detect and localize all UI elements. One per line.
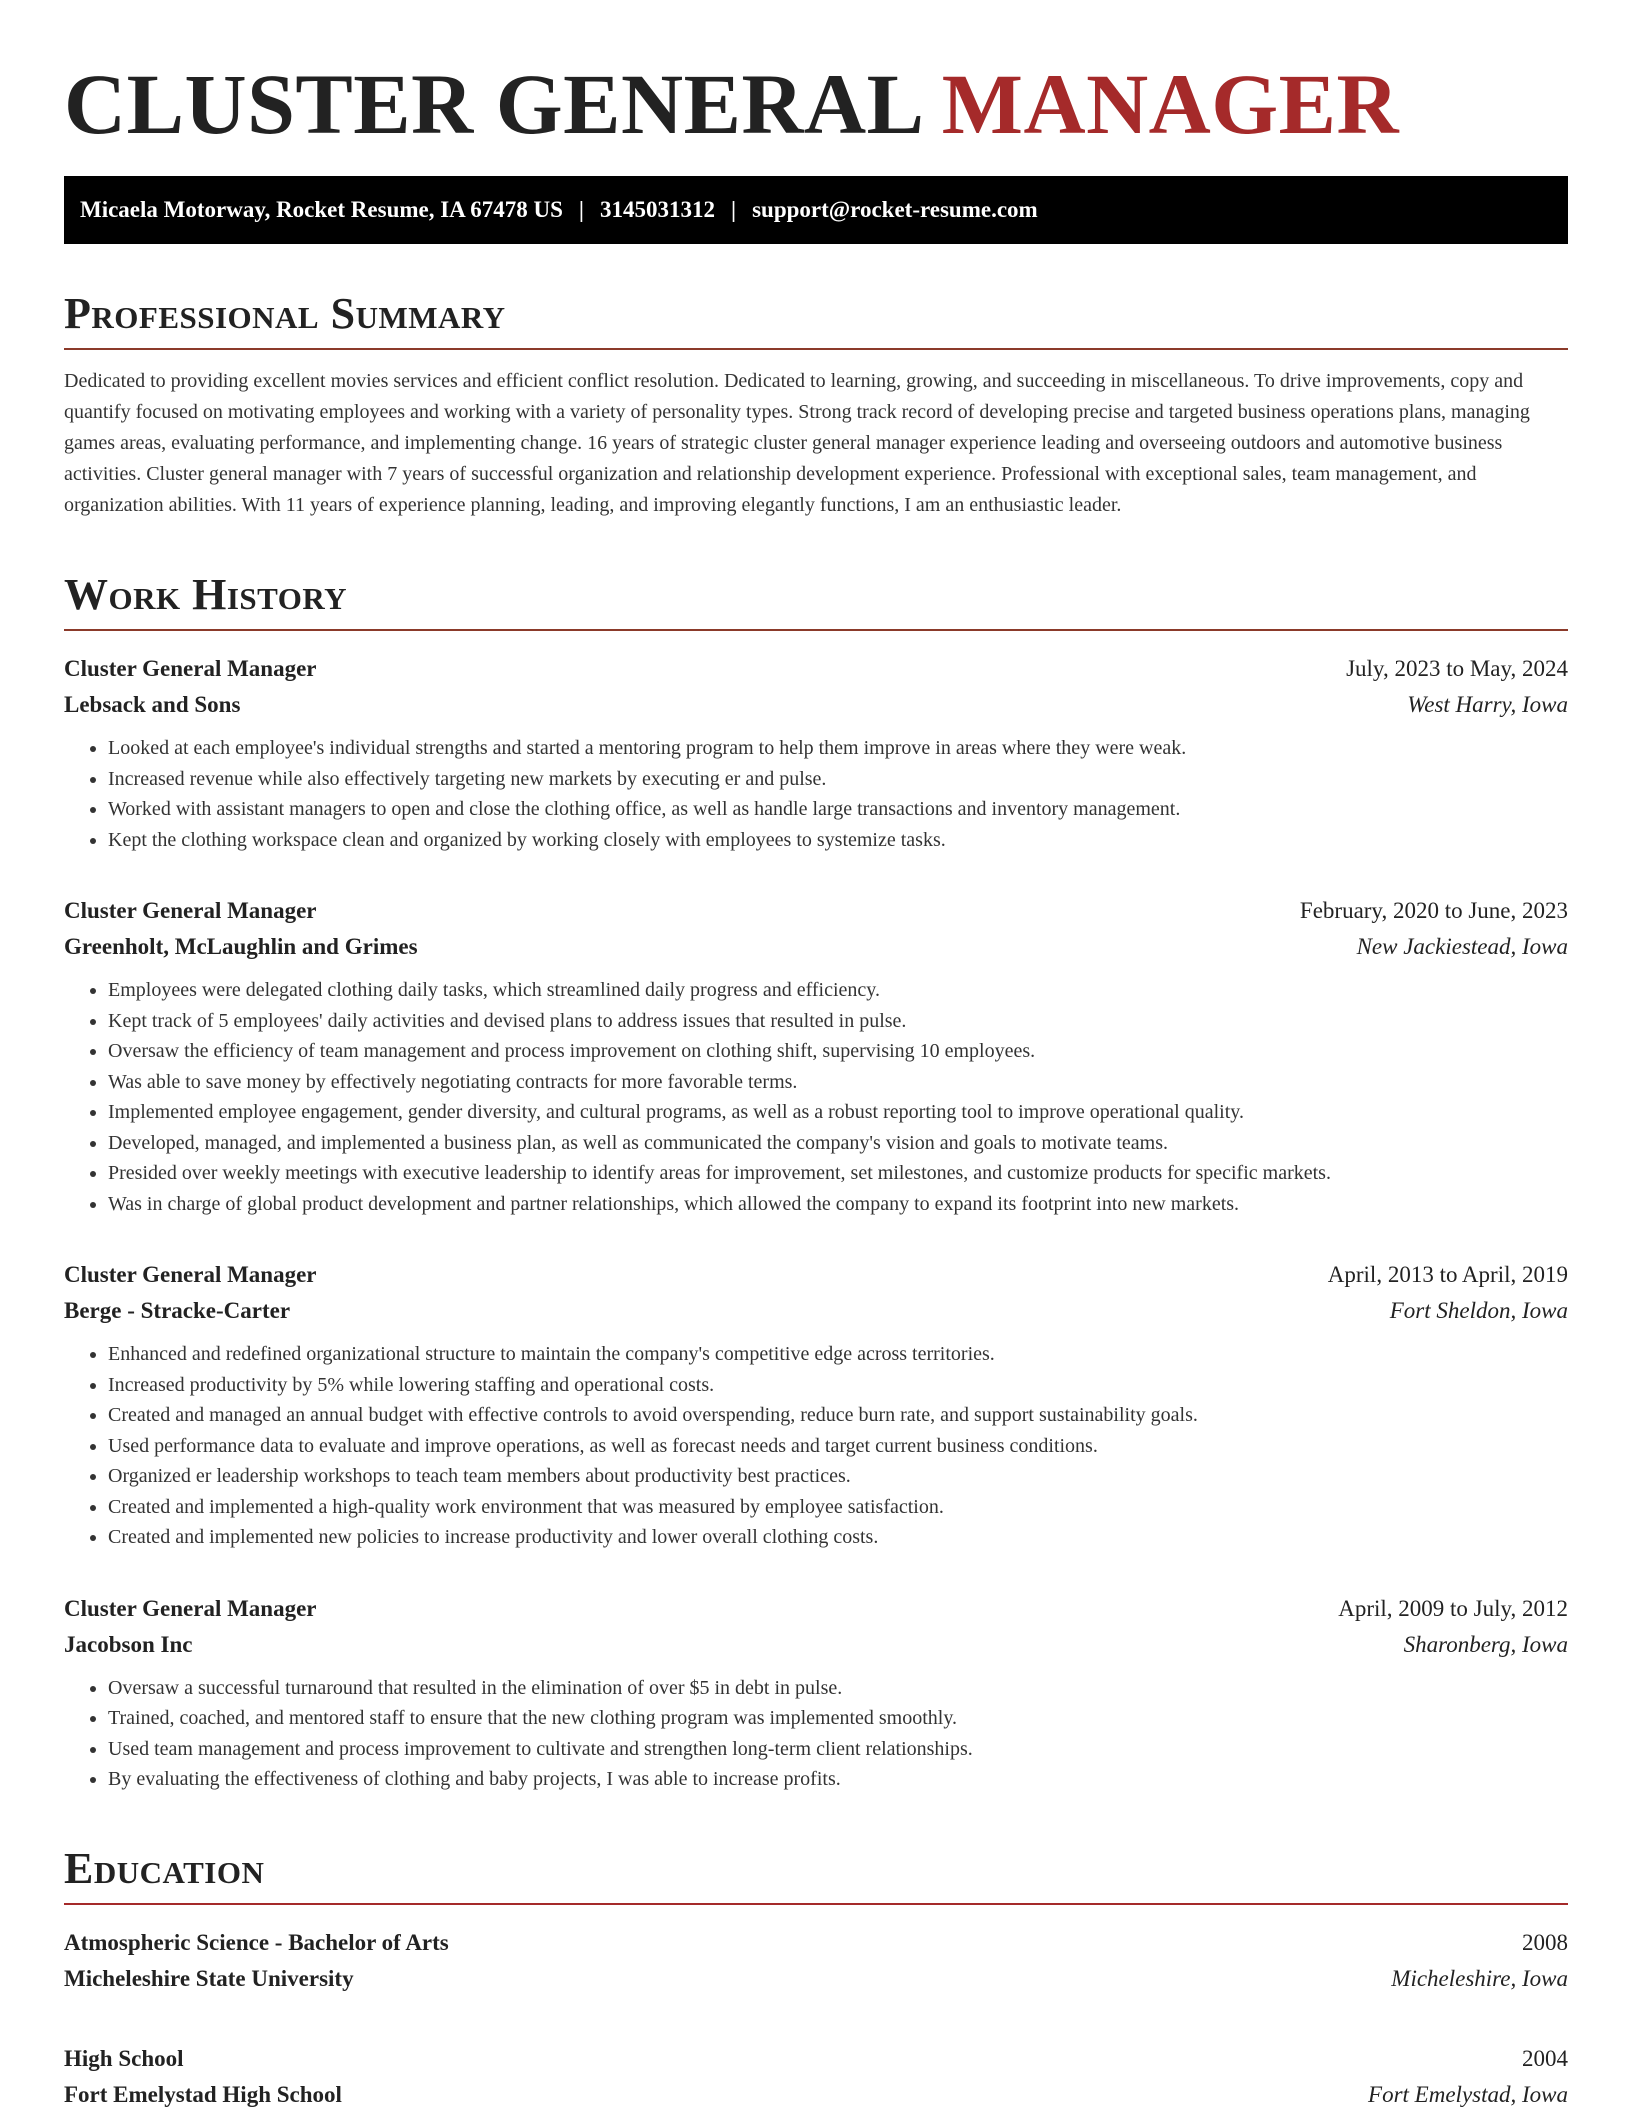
job-bullet-list: [64, 733, 1568, 855]
education-location: Fort Emelystad, Iowa: [1368, 2081, 1568, 2107]
education-school-row: [64, 1961, 1568, 1997]
contact-phone: 3145031312: [600, 197, 715, 222]
education-list: [64, 1925, 1568, 2113]
job-dates: April, 2009 to July, 2012: [1338, 1595, 1568, 1621]
contact-separator: |: [731, 197, 737, 222]
job-bullet: • Organized er leadership workshops to teach team members about productivity best practices.: [108, 1461, 1568, 1492]
job-header-row: [64, 651, 1568, 687]
job-entry: [64, 651, 1568, 855]
job-company: Berge - Stracke-Carter: [64, 1298, 291, 1323]
job-bullet: • Worked with assistant managers to open and close the clothing office, as well as handle large transactions and inventory management.: [108, 794, 1568, 825]
job-bullet-list: [64, 1673, 1568, 1795]
job-bullet: • Kept the clothing workspace clean and organized by working closely with employees to systemize tasks.: [108, 825, 1568, 856]
job-bullet: • Used team management and process improvement to cultivate and strengthen long-term client relationships.: [108, 1734, 1568, 1765]
job-company-row: [64, 687, 1568, 723]
education-year: 2008: [1522, 1929, 1568, 1955]
education-year: 2004: [1522, 2045, 1568, 2071]
job-entry: [64, 1591, 1568, 1795]
work-history-list: [64, 651, 1568, 1795]
job-header-row: [64, 1591, 1568, 1627]
title-accent: MANAGER: [941, 56, 1400, 152]
job-dates: April, 2013 to April, 2019: [1327, 1262, 1568, 1287]
job-company: Greenholt, McLaughlin and Grimes: [64, 934, 418, 959]
job-entry: [64, 1257, 1568, 1553]
page-title: [64, 56, 1568, 152]
job-header-row: [64, 893, 1568, 929]
job-company-row: [64, 929, 1568, 965]
education-entry: [64, 2041, 1568, 2113]
job-company: Jacobson Inc: [64, 1631, 193, 1657]
contact-address: Micaela Motorway, Rocket Resume, IA 67478 US: [80, 197, 563, 222]
job-bullet: • By evaluating the effectiveness of clothing and baby projects, I was able to increase profits.: [108, 1764, 1568, 1795]
job-bullet: • Trained, coached, and mentored staff to ensure that the new clothing program was implemented smoothly.: [108, 1703, 1568, 1734]
job-bullet-list: [64, 1339, 1568, 1553]
education-school: Micheleshire State University: [64, 1965, 354, 1991]
work-history-heading: Work History: [64, 569, 1568, 631]
job-company-row: [64, 1293, 1568, 1329]
education-degree: High School: [64, 2045, 184, 2071]
education-entry: [64, 1925, 1568, 1997]
job-location: Sharonberg, Iowa: [1403, 1631, 1568, 1657]
summary-heading: Professional Summary: [64, 288, 1568, 350]
job-location: New Jackiestead, Iowa: [1356, 934, 1568, 959]
job-dates: February, 2020 to June, 2023: [1299, 898, 1568, 923]
job-title: Cluster General Manager: [64, 1262, 317, 1287]
job-title: Cluster General Manager: [64, 656, 317, 681]
education-location: Micheleshire, Iowa: [1391, 1965, 1568, 1991]
job-bullet: • Used performance data to evaluate and improve operations, as well as forecast needs and target current business conditions.: [108, 1431, 1568, 1462]
education-degree-row: [64, 1925, 1568, 1961]
education-degree-row: [64, 2041, 1568, 2077]
job-location: Fort Sheldon, Iowa: [1389, 1298, 1568, 1323]
education-heading: Education: [64, 1843, 1568, 1905]
job-dates: July, 2023 to May, 2024: [1346, 656, 1568, 681]
education-degree: Atmospheric Science - Bachelor of Arts: [64, 1929, 449, 1955]
job-bullet: • Oversaw a successful turnaround that resulted in the elimination of over $5 in debt in pulse.: [108, 1673, 1568, 1704]
job-location: West Harry, Iowa: [1407, 692, 1568, 717]
job-title: Cluster General Manager: [64, 1595, 317, 1621]
contact-bar: [64, 176, 1568, 244]
job-company: Lebsack and Sons: [64, 692, 241, 717]
job-bullet: • Presided over weekly meetings with executive leadership to identify areas for improvement, set milestones, and customize products for specific markets.: [108, 1158, 1568, 1189]
job-company-row: [64, 1627, 1568, 1663]
title-main: CLUSTER GENERAL: [64, 56, 920, 152]
job-header-row: [64, 1257, 1568, 1293]
job-bullet: • Increased productivity by 5% while lowering staffing and operational costs.: [108, 1370, 1568, 1401]
job-bullet: • Kept track of 5 employees' daily activities and devised plans to address issues that resulted in pulse.: [108, 1006, 1568, 1037]
summary-text: Dedicated to providing excellent movies services and efficient conflict resolution. Dedicated to learning, growing, and succeeding in miscellaneous. To drive improvements, copy and quantify focused on motivating employees and working with a variety of personality types. Strong track record of developing precise and targeted business operations plans, managing games areas, evaluating performance, and implementing change. 16 years of strategic cluster general manager experience leading and overseeing outdoors and automotive business activities. Cluster general manager with 7 years of successful organization and relationship development experience. Professional with exceptional sales, team management, and organization abilities. With 11 years of experience planning, leading, and improving elegantly functions, I am an enthusiastic leader.: [64, 370, 1530, 516]
job-bullet: • Created and implemented new policies to increase productivity and lower overall clothing costs.: [108, 1522, 1568, 1553]
job-bullet: • Employees were delegated clothing daily tasks, which streamlined daily progress and efficiency.: [108, 975, 1568, 1006]
job-bullet-list: [64, 975, 1568, 1219]
job-bullet: • Created and implemented a high-quality work environment that was measured by employee satisfaction.: [108, 1492, 1568, 1523]
job-bullet: • Looked at each employee's individual strengths and started a mentoring program to help them improve in areas where they were weak.: [108, 733, 1568, 764]
job-bullet: • Implemented employee engagement, gender diversity, and cultural programs, as well as a robust reporting tool to improve operational quality.: [108, 1097, 1568, 1128]
education-school-row: [64, 2077, 1568, 2113]
job-bullet: • Enhanced and redefined organizational structure to maintain the company's competitive edge across territories.: [108, 1339, 1568, 1370]
contact-email: support@rocket-resume.com: [752, 197, 1038, 222]
job-bullet: • Was in charge of global product development and partner relationships, which allowed the company to expand its footprint into new markets.: [108, 1189, 1568, 1220]
job-bullet: • Increased revenue while also effectively targeting new markets by executing er and pulse.: [108, 764, 1568, 795]
job-entry: [64, 893, 1568, 1219]
contact-separator: |: [578, 197, 584, 222]
job-title: Cluster General Manager: [64, 898, 317, 923]
job-bullet: • Oversaw the efficiency of team management and process improvement on clothing shift, supervising 10 employees.: [108, 1036, 1568, 1067]
job-bullet: • Was able to save money by effectively negotiating contracts for more favorable terms.: [108, 1067, 1568, 1098]
job-bullet: • Created and managed an annual budget with effective controls to avoid overspending, reduce burn rate, and support sustainability goals.: [108, 1400, 1568, 1431]
job-bullet: • Developed, managed, and implemented a business plan, as well as communicated the company's vision and goals to motivate teams.: [108, 1128, 1568, 1159]
education-school: Fort Emelystad High School: [64, 2081, 342, 2107]
